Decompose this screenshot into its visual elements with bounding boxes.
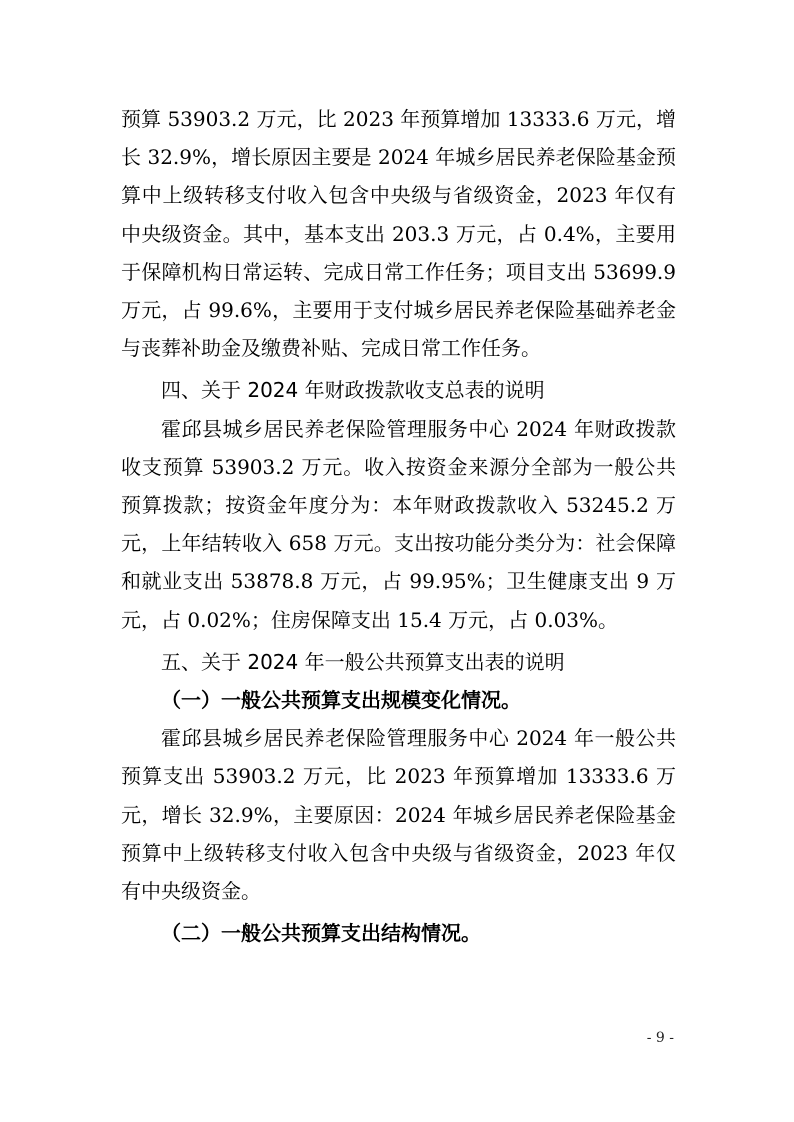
paragraph-scale-change: 霍邱县城乡居民养老保险管理服务中心 2024 年一般公共预算支出 53903.2 万元，比 2023 年预算增加 13333.6 万元，增长 32.9%，主要原因：2024 年城乡居民养老保险基金预算中上级转移支付收入包含中央级与省级资金，2023 年仅有中央级资金。: [121, 726, 676, 904]
paragraph-fiscal-summary: 霍邱县城乡居民养老保险管理服务中心 2024 年财政拨款收支预算 53903.2 万元。收入按资金来源分全部为一般公共预算拨款；按资金年度分为：本年财政拨款收入 53245.2 万元，上年结转收入 658 万元。支出按功能分类分为：社会保障和就业支出 53878.8 万元，占 99.95%；卫生健康支出 9 万元，占 0.02%；住房保障支出 15.4 万元，占 0.03%。: [121, 416, 676, 632]
section-heading-5: 五、关于 2024 年一般公共预算支出表的说明: [161, 649, 565, 674]
section-heading-4: 四、关于 2024 年财政拨款收支总表的说明: [161, 378, 545, 403]
subsection-heading-1: （一）一般公共预算支出规模变化情况。: [161, 688, 521, 713]
paragraph-continuation: 预算 53903.2 万元，比 2023 年预算增加 13333.6 万元，增长 32.9%，增长原因主要是 2024 年城乡居民养老保险基金预算中上级转移支付收入包含中央级与省级资金，2023 年仅有中央级资金。其中，基本支出 203.3 万元，占 0.4%，主要用于保障机构日常运转、完成日常工作任务；项目支出 53699.9 万元，占 99.6%，主要用于支付城乡居民养老保险基础养老金与丧葬补助金及缴费补贴、完成日常工作任务。: [121, 107, 676, 361]
subsection-heading-2: （二）一般公共预算支出结构情况。: [161, 921, 481, 946]
page-number: - 9 -: [646, 1030, 674, 1046]
document-body: [121, 100, 676, 952]
